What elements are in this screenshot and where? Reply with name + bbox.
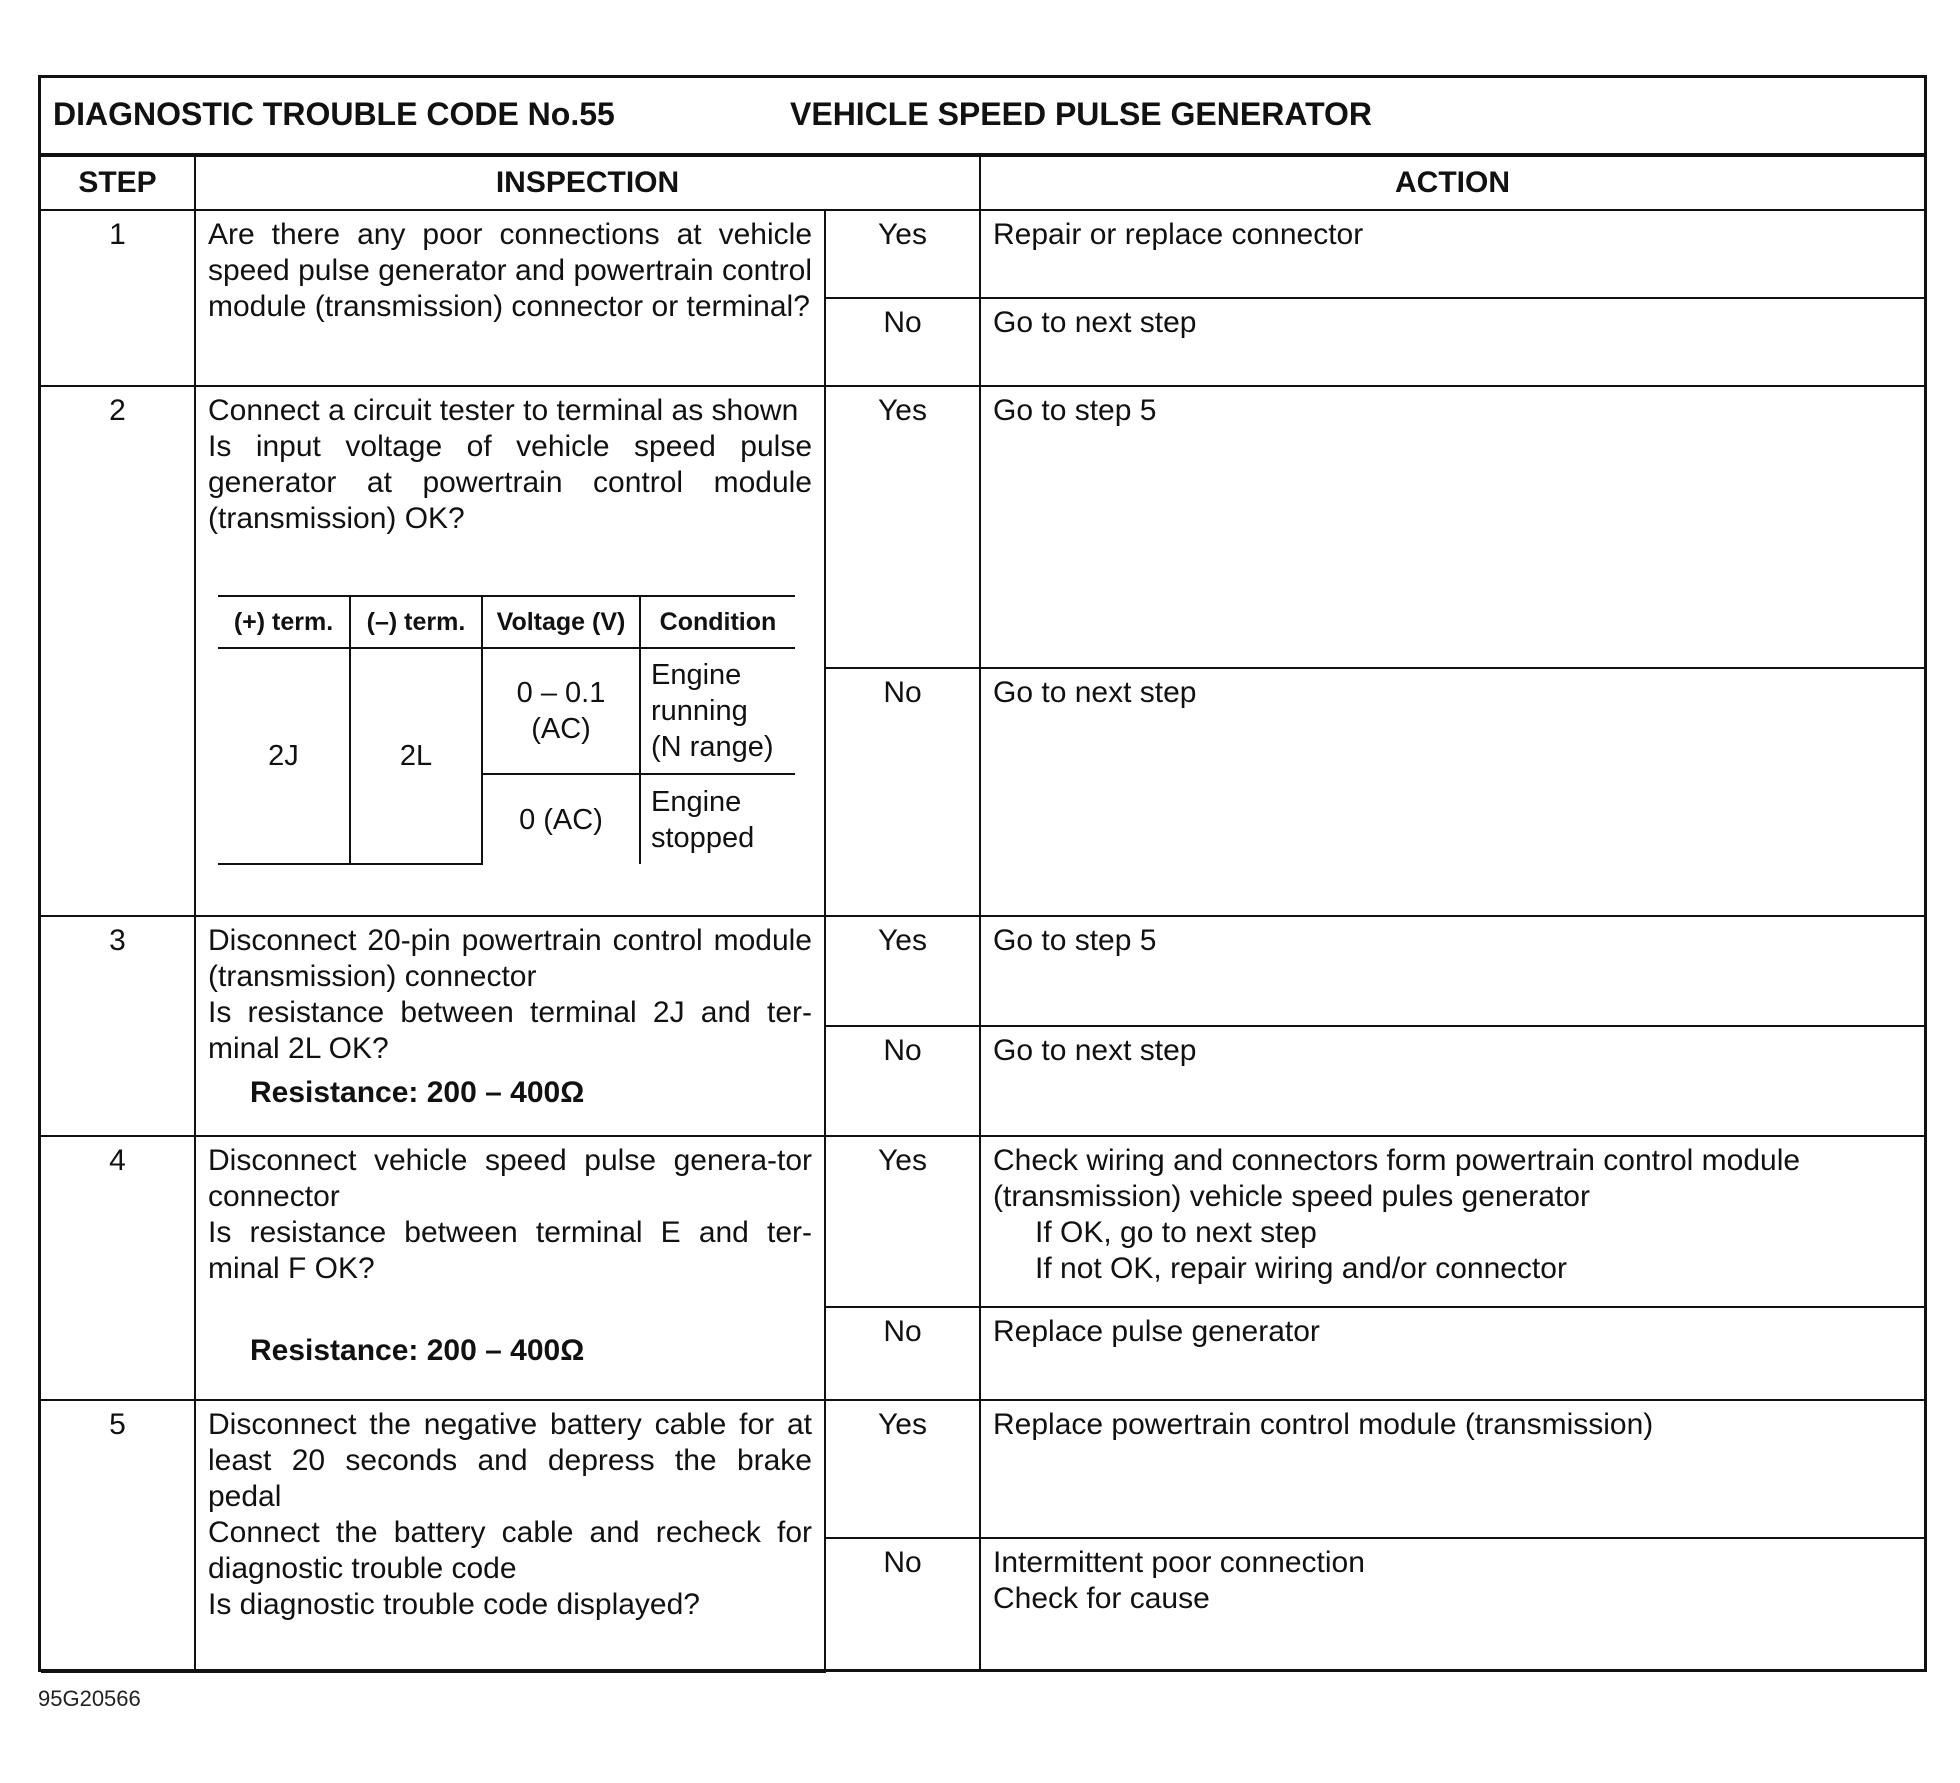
no-label: No [825, 668, 980, 916]
inspection-text: Is resistance between terminal E and ter-minal F OK? [208, 1216, 812, 1285]
inspection-text: Disconnect vehicle speed pulse genera-tor connector [208, 1144, 812, 1213]
no-label: No [825, 298, 980, 386]
column-header-inspection: INSPECTION [195, 156, 980, 210]
column-header-row [41, 156, 1924, 210]
no-action: Go to next step [980, 298, 1924, 386]
condition-line: (N range) [651, 731, 774, 763]
plus-terminal: 2J [218, 648, 350, 864]
code-title: DIAGNOSTIC TROUBLE CODE No.55 [53, 96, 615, 132]
step-number: 2 [41, 386, 195, 916]
yes-action: Go to step 5 [980, 916, 1924, 1026]
inspection-text: Is input voltage of vehicle speed pulse generator at powertrain control module (transmission) OK? [208, 430, 812, 535]
yes-action: Repair or replace connector [980, 210, 1924, 298]
step-number: 1 [41, 210, 195, 386]
diagnostic-table [41, 155, 1924, 1673]
step-1-inspection [195, 210, 825, 386]
yes-action [980, 1136, 1924, 1307]
step-5-inspection [195, 1400, 825, 1672]
resistance-spec: Resistance: 200 – 400Ω [250, 1334, 585, 1367]
step-number: 3 [41, 916, 195, 1136]
voltage-line: (AC) [531, 713, 591, 745]
no-action [980, 1538, 1924, 1672]
column-header-action: ACTION [980, 156, 1924, 210]
yes-label: Yes [825, 916, 980, 1026]
inspection-text: Disconnect 20-pin powertrain control module (transmission) connector [208, 924, 812, 993]
condition-line: Engine [651, 659, 742, 691]
no-action: Replace pulse generator [980, 1307, 1924, 1400]
yes-label: Yes [825, 1400, 980, 1538]
condition-line: stopped [651, 821, 755, 854]
action-text: Check wiring and connectors form powertrain control module (transmission) vehicle speed pules generator [993, 1144, 1801, 1213]
step-number: 4 [41, 1136, 195, 1400]
action-text: Check for cause [993, 1582, 1210, 1615]
yes-action: Go to step 5 [980, 386, 1924, 668]
step-4-inspection [195, 1136, 825, 1400]
voltage-line: 0 – 0.1 [516, 677, 606, 709]
step-4-yes-row [41, 1136, 1924, 1307]
voltage-value: 0 (AC) [482, 774, 640, 864]
step-2-inspection [195, 386, 825, 916]
no-label: No [825, 1026, 980, 1136]
step-2-yes-row [41, 386, 1924, 668]
minus-terminal: 2L [350, 648, 482, 864]
action-text: Intermittent poor connection [993, 1546, 1365, 1579]
title-row [41, 78, 1924, 155]
condition-value [640, 774, 795, 864]
no-action: Go to next step [980, 1026, 1924, 1136]
condition-line: Engine [651, 785, 742, 818]
yes-label: Yes [825, 386, 980, 668]
voltage-table-header: (+) term. [218, 596, 350, 648]
step-3-inspection [195, 916, 825, 1136]
diagnostic-chart [38, 75, 1927, 1672]
yes-action: Replace powertrain control module (transmission) [980, 1400, 1924, 1538]
inspection-text: Is diagnostic trouble code displayed? [208, 1588, 700, 1621]
yes-label: Yes [825, 210, 980, 298]
no-label: No [825, 1307, 980, 1400]
voltage-value [482, 648, 640, 774]
condition-line: running [651, 695, 748, 727]
step-3-yes-row [41, 916, 1924, 1026]
voltage-table [218, 595, 795, 865]
yes-label: Yes [825, 1136, 980, 1307]
action-subtext: If not OK, repair wiring and/or connector [1035, 1252, 1567, 1285]
component-title: VEHICLE SPEED PULSE GENERATOR [790, 96, 1373, 132]
no-action: Go to next step [980, 668, 1924, 916]
no-label: No [825, 1538, 980, 1672]
voltage-table-header: (–) term. [350, 596, 482, 648]
step-5-yes-row [41, 1400, 1924, 1538]
resistance-spec: Resistance: 200 – 400Ω [250, 1076, 585, 1109]
inspection-text: Connect the battery cable and recheck for diagnostic trouble code [208, 1516, 812, 1585]
voltage-table-header: Condition [640, 596, 795, 648]
step-number: 5 [41, 1400, 195, 1672]
step-1-yes-row [41, 210, 1924, 298]
inspection-text: Is resistance between terminal 2J and ter-minal 2L OK? [208, 996, 812, 1065]
inspection-text: Connect a circuit tester to terminal as shown [208, 394, 799, 427]
action-subtext: If OK, go to next step [1035, 1216, 1317, 1249]
column-header-step: STEP [41, 156, 195, 210]
figure-reference-code: 95G20566 [38, 1686, 141, 1711]
inspection-text: Disconnect the negative battery cable for at least 20 seconds and depress the brake pedal [208, 1408, 812, 1513]
condition-value [640, 648, 795, 774]
voltage-table-header: Voltage (V) [482, 596, 640, 648]
inspection-text: Are there any poor connections at vehicle speed pulse generator and powertrain control module (transmission) connector or terminal? [208, 218, 812, 323]
